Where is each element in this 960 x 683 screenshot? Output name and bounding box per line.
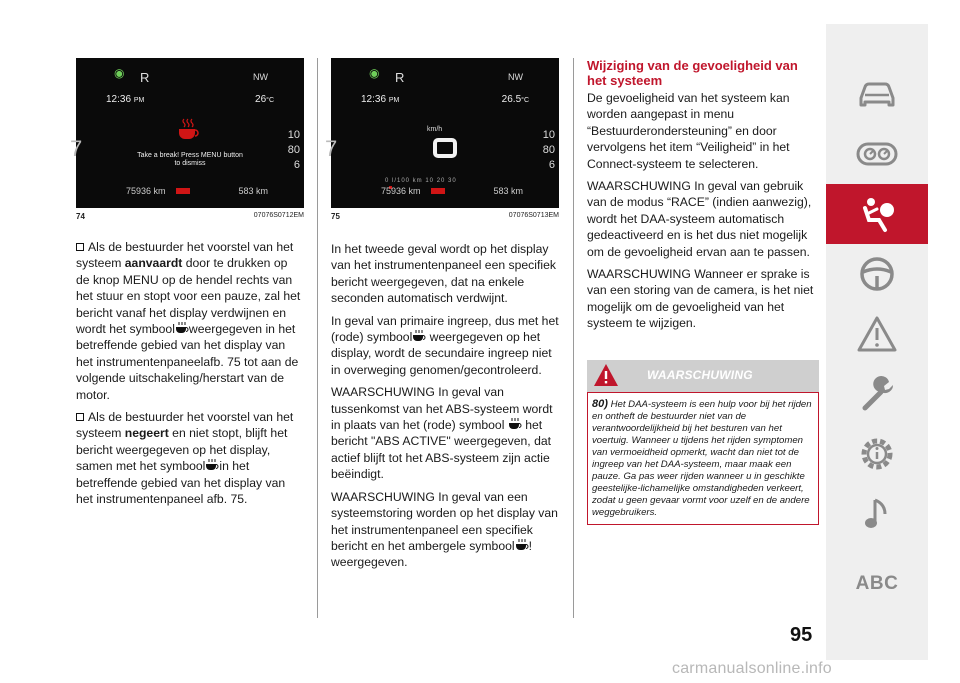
section-heading: Wijziging van de gevoeligheid van het systeem — [587, 58, 798, 88]
sidebar-item-multimedia[interactable] — [826, 484, 928, 544]
paragraph-abs: WAARSCHUWING In geval van tussenkomst van het ABS-systeem wordt in plaats van het (rode) symbool het bericht "ABS ACTIVE" weergegeven, dat actief blijft tot het ABS-systeem zijn actie beëindigt. — [331, 385, 553, 482]
figure-75-dashboard — [325, 58, 559, 208]
steering-wheel-icon — [855, 254, 899, 294]
outside-temp: 26°C — [255, 94, 274, 105]
left-gauge-number: 7 — [325, 136, 338, 161]
outside-temp: 26.5°C — [501, 94, 529, 105]
sidebar-item-emergency[interactable] — [826, 304, 928, 364]
auto-light-icon: ◉ — [369, 66, 380, 80]
coffee-cup-icon — [205, 459, 219, 471]
clock: 12:36 PM — [361, 94, 400, 105]
speed-unit: km/h — [427, 126, 443, 133]
index-abc-label: ABC — [855, 573, 899, 594]
figure-75-caption: 75 07076S0713EM — [331, 212, 559, 221]
watermark: carmanualsonline.info — [672, 660, 832, 677]
sidebar-item-dashboard[interactable] — [826, 124, 928, 184]
chapter-sidebar — [826, 24, 928, 660]
break-message: Take a break! Press MENU button to dismiss — [137, 152, 243, 167]
dashboard-gauges-icon — [855, 134, 899, 174]
paragraph-accept: Als de bestuurder het voorstel van het systeem aanvaardt door te drukken op de knop MENU op de hendel rechts van het stuur en stopt voor een pauze, zal het bericht vanaf het display verdwijnen en wordt het symbool weergegeven in het betreffende gebied van het display van het instrumentenpaneelafb. 75 tot aan de volgende uitschakeling/herstart van de motor. — [76, 240, 301, 402]
paragraph-race-mode: WAARSCHUWING In geval van gebruik van de modus “RACE” (indien aanwezig), wordt het DAA-systeem automatisch gedeactiveerd en is het dus niet mogelijk om de gevoeligheid ervan aan te passen. — [587, 179, 812, 259]
warning-box — [587, 392, 819, 525]
right-gauge-numbers: 10 80 6 — [542, 129, 555, 171]
sidebar-item-car[interactable] — [826, 64, 928, 124]
warning-number: 80) — [592, 397, 608, 410]
consumption-scale: 0 l/100 km 10 20 30 — [385, 178, 457, 184]
warning-triangle-icon — [855, 314, 899, 354]
paragraph-failure: WAARSCHUWING In geval van een systeemstoring worden op het display van het instrumentenpaneel een specifiek bericht en het ambergele symbool ! weergegeven. — [331, 489, 558, 570]
speed-digit — [433, 138, 457, 158]
checkbox-bullet-icon — [76, 413, 84, 421]
sidebar-item-index[interactable] — [826, 554, 928, 614]
range: 583 km — [493, 186, 523, 196]
right-gauge-numbers: 10 80 6 — [287, 129, 300, 171]
paragraph-camera-failure: WAARSCHUWING Wanneer er sprake is van een storing van de camera, is het niet mogelijk om de gevoeligheid van het systeem te wijzigen. — [587, 267, 814, 331]
auto-light-icon: ◉ — [114, 66, 125, 80]
warning-text: Het DAA-systeem is een hulp voor bij het rijden en ontheft de bestuurder niet van de verantwoordelijkheid bij het besturen van het voertuig. Wanneer u tijdens het rijden symptomen van vermoeidheid opmerkt, wacht dan niet tot de ingreep van het DAA-systeem, maar maak een pauze. Ga pas weer rijden wanneer u in geschikte geestelijke-lichamelijke omstandigheden verkeert, zodat u geen gevaar vormt voor uzelf en de andere weggebruikers. — [592, 398, 812, 518]
car-icon — [855, 74, 899, 114]
airbag-seat-icon — [855, 194, 899, 234]
figure-74-caption: 74 07076S0712EM — [76, 212, 304, 221]
fuel-marker — [431, 188, 445, 194]
gear-indicator: R — [395, 70, 405, 85]
paragraph-second-case: In het tweede geval wordt op het display van het instrumentenpaneel een specifiek bericht weergegeven, dat na enkele seconden automatisch verdwijnt. — [331, 242, 556, 306]
range: 583 km — [238, 186, 268, 196]
clock: 12:36 PM — [106, 94, 145, 105]
warning-header — [587, 360, 819, 392]
checkbox-bullet-icon — [76, 243, 84, 251]
column-divider-1 — [317, 58, 318, 618]
column-right — [587, 58, 819, 525]
compass-direction: NW — [508, 72, 523, 82]
left-gauge-number: 7 — [70, 136, 83, 161]
odometer: 75936 km — [126, 186, 166, 196]
warning-title: WAARSCHUWING — [647, 367, 753, 382]
coffee-cup-icon — [508, 418, 522, 430]
music-note-icon — [855, 494, 899, 534]
paragraph-sensitivity: De gevoeligheid van het systeem kan worden aangepast in menu “Bestuurderondersteuning” en door vervolgens het item “Veiligheid” in het Connect-systeem te selecteren. — [587, 91, 790, 171]
column-middle — [325, 58, 559, 571]
gear-indicator: R — [140, 70, 150, 85]
column-left — [70, 58, 304, 508]
sidebar-item-maintenance[interactable] — [826, 364, 928, 424]
coffee-cup-icon — [515, 539, 529, 551]
paragraph-ignore: Als de bestuurder het voorstel van het systeem negeert en niet stopt, blijft het bericht weergegeven op het display, samen met het symbool in het betreffende gebied van het display van het instrumentenpaneel afb. 75. — [76, 410, 294, 507]
gear-info-icon — [855, 434, 899, 474]
figure-74-dashboard — [70, 58, 304, 208]
fuel-marker — [176, 188, 190, 194]
sidebar-item-driving[interactable] — [826, 244, 928, 304]
column-divider-2 — [573, 58, 574, 618]
coffee-cup-icon — [175, 322, 189, 334]
warning-triangle-icon — [593, 362, 619, 388]
sidebar-item-safety[interactable] — [826, 184, 928, 244]
page-number: 95 — [790, 624, 813, 646]
compass-direction: NW — [253, 72, 268, 82]
odometer: 75936 km — [381, 186, 421, 196]
coffee-cup-icon — [412, 330, 426, 342]
wrench-icon — [855, 374, 899, 414]
paragraph-primary: In geval van primaire ingreep, dus met het (rode) symbool weergegeven op het display, wordt de secundaire ingreep niet in overweging genomen/gecontroleerd. — [331, 313, 559, 377]
sidebar-item-technical-data[interactable] — [826, 424, 928, 484]
coffee-cup-icon — [176, 118, 200, 140]
